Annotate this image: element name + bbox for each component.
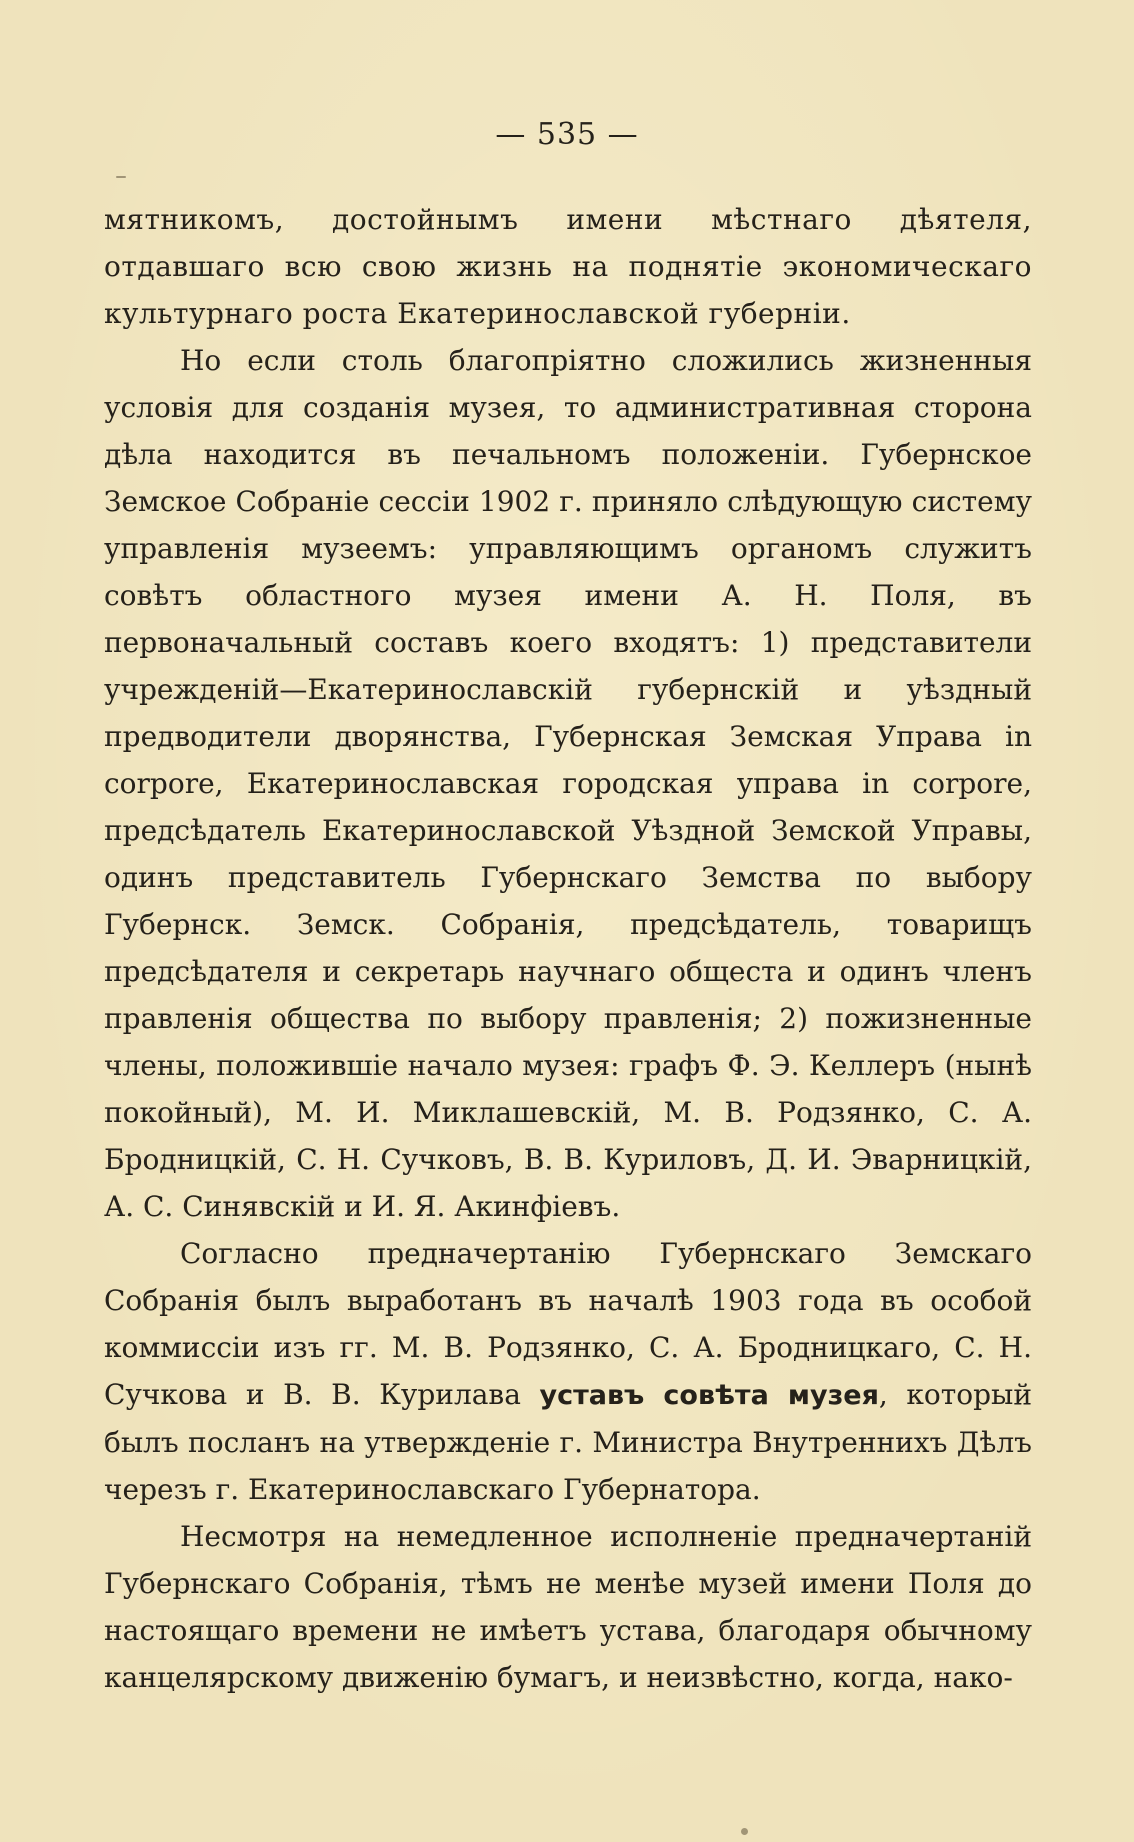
paper-speck	[741, 1828, 748, 1835]
paragraph-1: мятникомъ, достойнымъ имени мѣстнаго дѣятеля, отдавшаго всю свою жизнь на поднятіе экономическаго культурнаго роста Екатеринославской губерніи.	[104, 203, 1032, 330]
paragraph-2: Но если столь благопріятно сложились жизненныя условія для созданія музея, то административная сторона дѣла находится въ печальномъ положеніи. Губернское Земское Собраніе сессіи 1902 г. приняло слѣдующую систему управленія музеемъ: управляющимъ органомъ служитъ совѣтъ областного музея имени А. Н. Поля, въ первоначальный составъ коего входятъ: 1) представители учрежденій—Екатеринославскій губернскій и уѣздный предводители дворянства, Губернская Земская Управа in corpore, Екатеринославская городская управа in corpore, предсѣдатель Екатеринославской Уѣздной Земской Управы, одинъ представитель Губернскаго Земства по выбору Губернск. Земск. Собранія, предсѣдатель, товарищъ предсѣдателя и секретарь научнаго общеста и одинъ членъ правленія общества по выбору правленія; 2) пожизненные члены, положившіе начало музея: графъ Ф. Э. Келлеръ (нынѣ покойный), М. И. Миклашевскій, М. В. Родзянко, С. А. Бродницкій, С. Н. Сучковъ, В. В. Куриловъ, Д. И. Эварницкій, А. С. Синявскій и И. Я. Акинфіевъ.	[104, 344, 1032, 1223]
paragraph-3-bold-phrase: уставъ совѣта музея	[539, 1380, 879, 1411]
body-text	[104, 196, 1032, 1701]
page-number: — 535 —	[495, 117, 639, 152]
paragraph-3-text-before: Согласно предначертанію Губернскаго Земскаго Собранія былъ выработанъ въ началѣ 1903 года въ особой коммиссіи изъ гг. М. В. Родзянко, С. А. Бродницкаго, С. Н. Сучкова и В. В. Курилава	[104, 1237, 1032, 1411]
paragraph-3	[104, 1230, 1032, 1513]
paragraph-4: Несмотря на немедленное исполненіе предначертаній Губернскаго Собранія, тѣмъ не менѣе музей имени Поля до настоящаго времени не имѣетъ устава, благодаря обычному канцелярскому движенію бумагъ, и неизвѣстно, когда, нако-	[104, 1520, 1032, 1694]
paper-speck	[116, 176, 126, 178]
paragraph-3-text-after: , который былъ посланъ на утвержденіе г. Министра Внутреннихъ Дѣлъ черезъ г. Екатеринославскаго Губернатора.	[104, 1378, 1032, 1506]
